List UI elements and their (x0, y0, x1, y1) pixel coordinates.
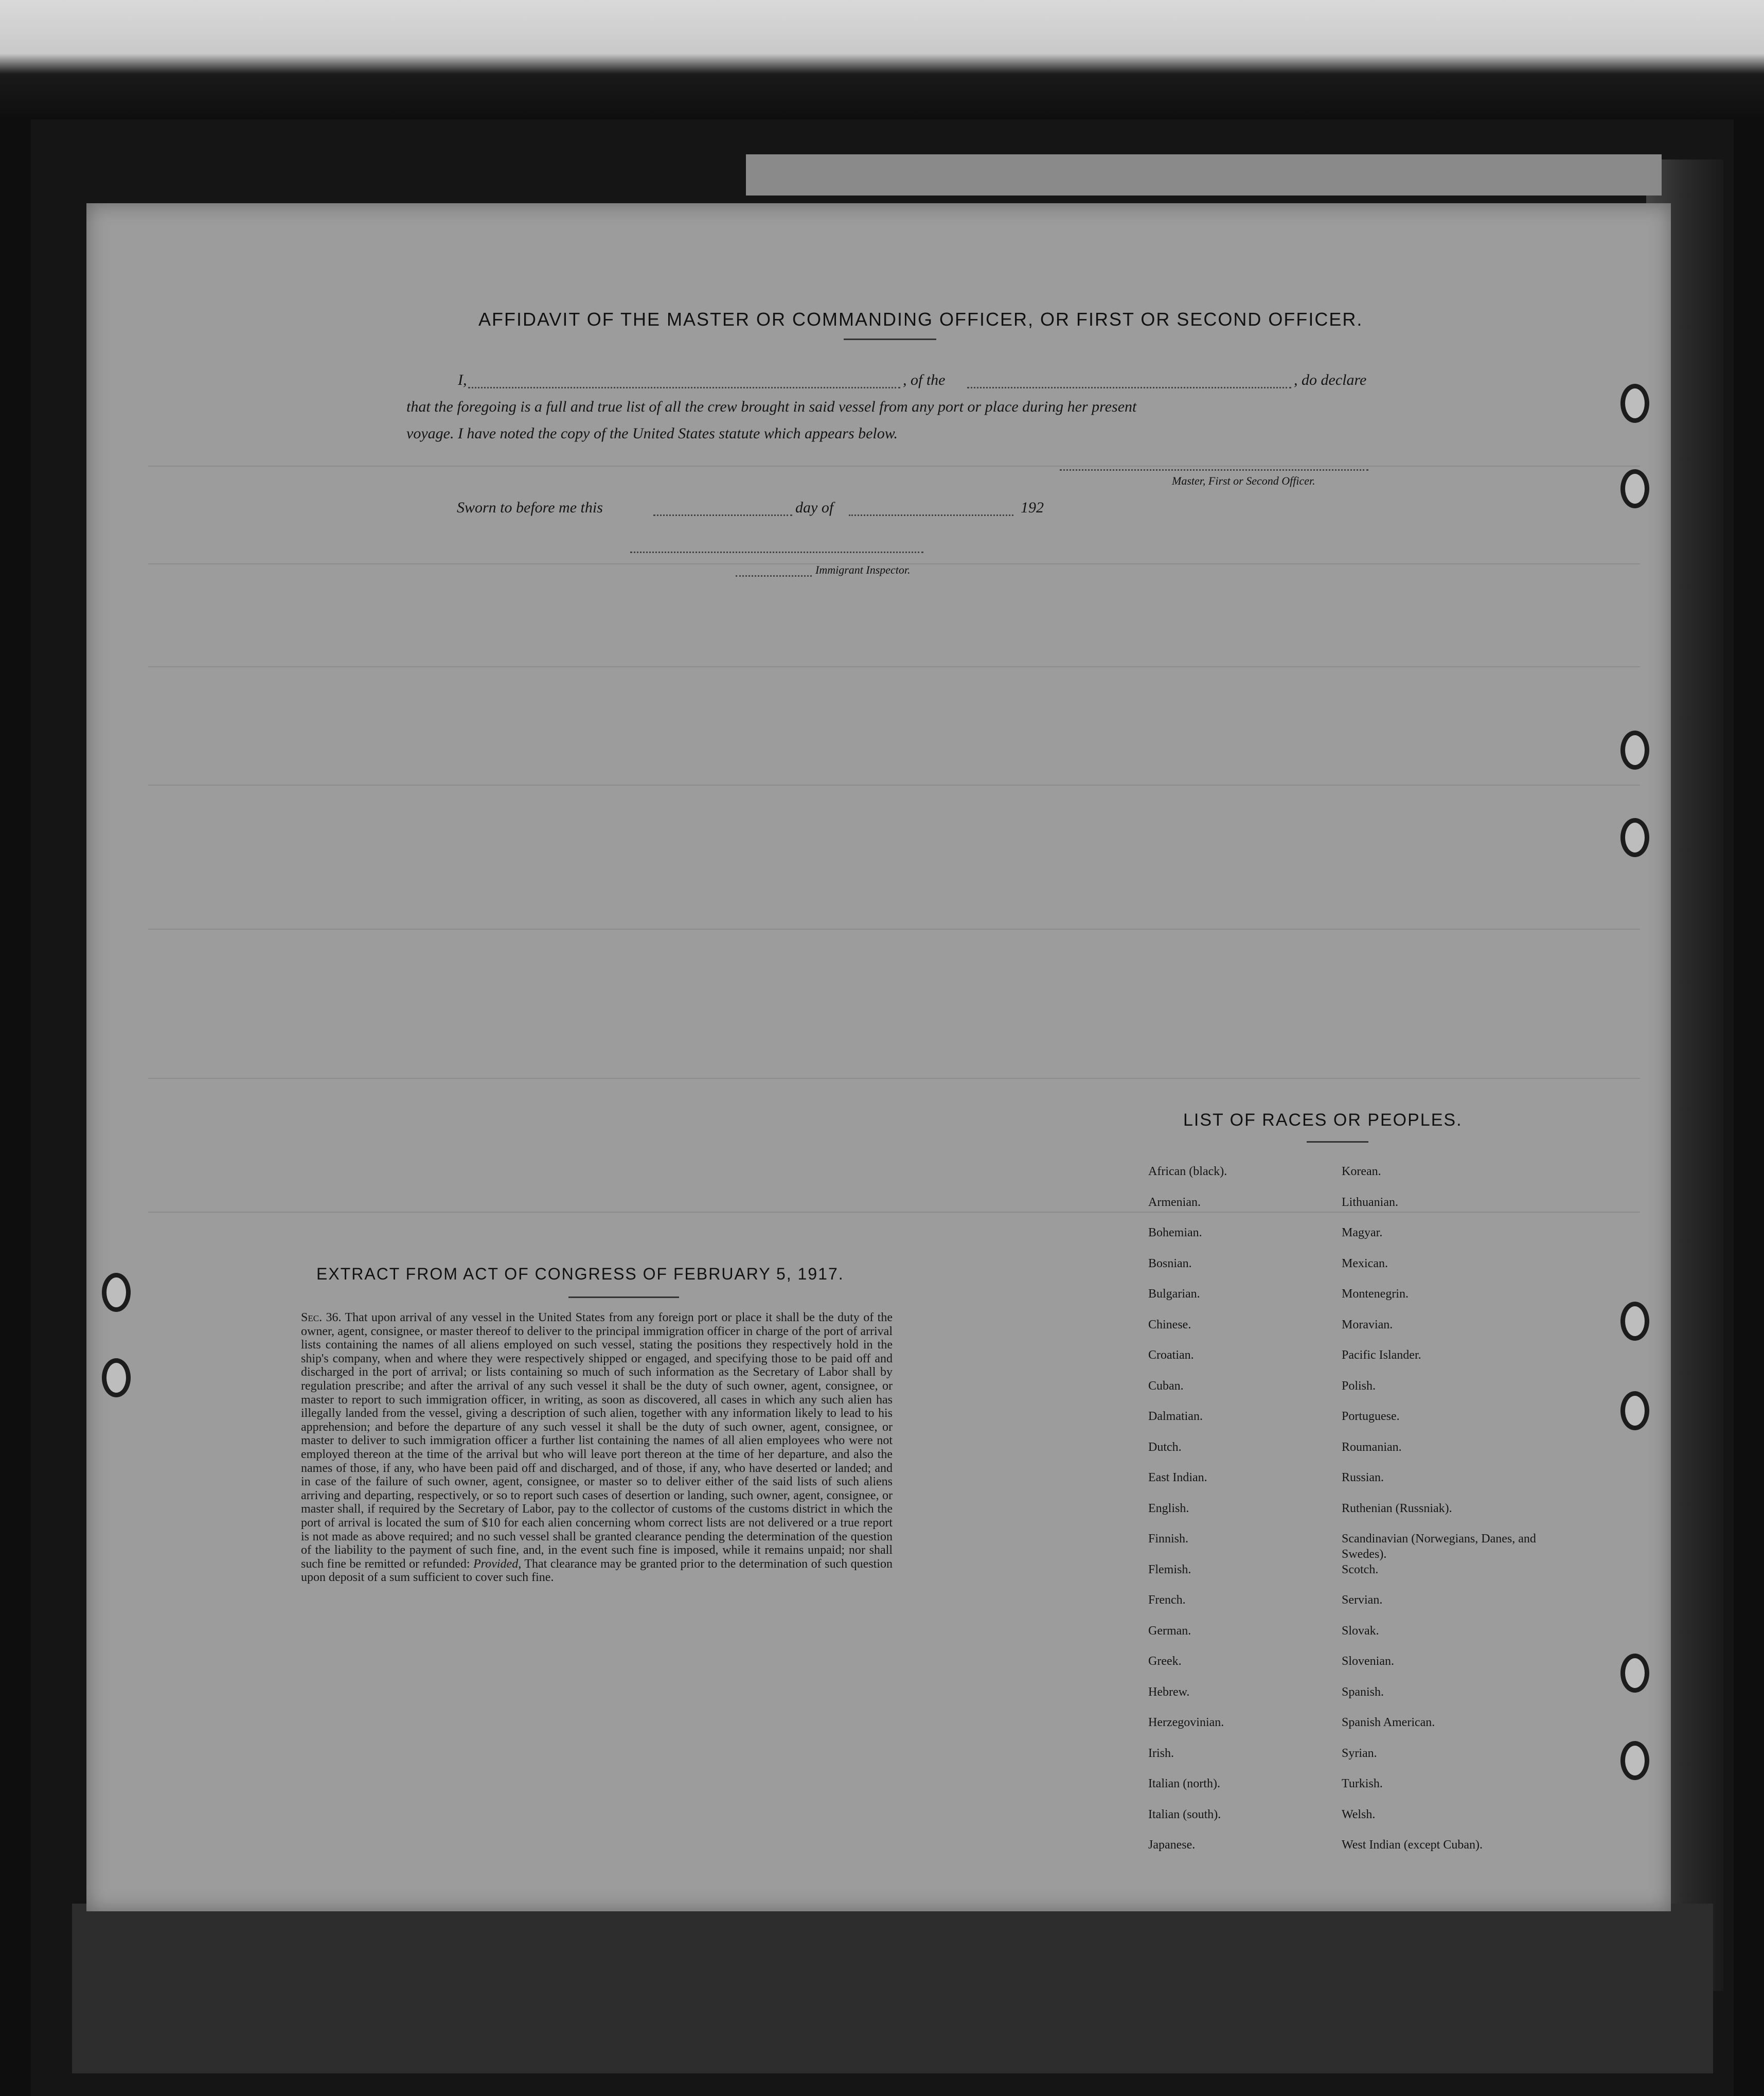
affidavit-line-3: voyage. I have noted the copy of the United States statute which appears below. (406, 425, 898, 442)
race-item: Dalmatian. (1148, 1410, 1203, 1423)
punch-hole (1620, 731, 1649, 770)
ghost-rule (148, 929, 1640, 930)
races-column-right (1342, 1164, 1537, 1868)
race-item: Bosnian. (1148, 1256, 1192, 1270)
race-item: Japanese. (1148, 1838, 1196, 1852)
section-label: Sec. 36. (301, 1311, 342, 1324)
race-item: East Indian. (1148, 1471, 1207, 1484)
race-item: Scotch. (1342, 1562, 1379, 1576)
sworn-year-label: 192 (1021, 499, 1044, 516)
punch-hole (102, 1358, 131, 1397)
races-title-rule (1307, 1141, 1368, 1143)
race-item: Bulgarian. (1148, 1287, 1200, 1301)
race-item: Flemish. (1148, 1562, 1191, 1576)
race-item: Croatian. (1148, 1348, 1194, 1362)
punch-hole (102, 1273, 131, 1312)
officer-signature-field[interactable] (1060, 469, 1368, 471)
race-item: West Indian (except Cuban). (1342, 1838, 1483, 1852)
extract-title: EXTRACT FROM ACT OF CONGRESS OF FEBRUARY 5, 1917. (316, 1265, 844, 1283)
race-item: Spanish. (1342, 1685, 1384, 1699)
affidavit-line-2: that the foregoing is a full and true list of all the crew brought in said vessel from any port or place during her present (406, 398, 1137, 415)
race-item: Mexican. (1342, 1256, 1388, 1270)
race-item: German. (1148, 1624, 1191, 1638)
race-item: Chinese. (1148, 1318, 1191, 1331)
ghost-rule (148, 785, 1640, 786)
race-item: Turkish. (1342, 1777, 1383, 1790)
inspector-signature-field[interactable] (630, 552, 923, 553)
section-text: That upon arrival of any vessel in the United States from any foreign port or place it shall be the duty of the owner, agent, consignee, or master thereof to deliver to the principal immigration officer in charge of the port of arrival lists containing the names of all aliens employed on such vessel, stating the positions they respectively hold in the ship's company, when and where they were respectively shipped or engaged, and specifying those to be paid off and discharged in the port of arrival; or lists containing so much of such information as the Secretary of Labor shall by regulation prescribe; and after the arrival of any such vessel it shall be the duty of such owner, agent, consignee, or master to report to such immigration officer, in writing, as soon as discovered, all cases in which any such alien has illegally landed from the vessel, giving a description of such alien, together with any information likely to lead to his apprehension; and before the departure of any such vessel it shall be the duty of such owner, agent, consignee, or master to deliver to such immigration officer a further list containing the names of all alien employees who were not employed thereon at the time of the arrival but who will leave port thereon at the time of her departure, and also the names of those, if any, who have been paid off and discharged, and of those, if any, who have deserted or landed; and in case of the failure of such owner, agent, consignee, or master so to deliver either of the said lists of such aliens arriving and departing, respectively, or so to report such cases of desertion or landing, such owner, agent, consignee, or master shall, if required by the Secretary of Labor, pay to the collector of customs of the customs district in which the port of arrival is located the sum of $10 for each alien concerning whom correct lists are not delivered or a true report is not made as above required; and no such vessel shall be granted clearance pending the determination of the question of the liability to the payment of such fine, and, in the event such fine is imposed, while it remains unpaid; nor shall such fine be remitted or refunded: (301, 1311, 893, 1571)
inspector-label: Immigrant Inspector. (815, 563, 911, 576)
sworn-label: Sworn to before me this (457, 499, 603, 516)
declare-label: , do declare (1294, 371, 1367, 388)
race-item: Slovak. (1342, 1624, 1379, 1638)
race-item: Montenegrin. (1342, 1287, 1409, 1301)
race-item: African (black). (1148, 1165, 1227, 1178)
ghost-rule (148, 1078, 1640, 1079)
race-item: French. (1148, 1593, 1186, 1607)
vessel-label: , of the (903, 371, 946, 388)
race-item: Bohemian. (1148, 1226, 1202, 1239)
affidavit-title: AFFIDAVIT OF THE MASTER OR COMMANDING OFFICER, OR FIRST OR SECOND OFFICER. (478, 309, 1363, 330)
race-item: English. (1148, 1501, 1189, 1515)
punch-hole (1620, 1654, 1649, 1693)
race-item: Irish. (1148, 1746, 1174, 1760)
inspector-signature-field-2[interactable] (736, 575, 812, 577)
declarant-label: I, (458, 371, 467, 388)
extract-body (301, 1311, 893, 1585)
race-item: Polish. (1342, 1379, 1376, 1393)
sworn-day-field[interactable] (653, 514, 792, 516)
sworn-day-label: day of (795, 499, 834, 516)
race-item: Roumanian. (1342, 1440, 1402, 1454)
race-item: Herzegovinian. (1148, 1716, 1224, 1729)
race-item: Servian. (1342, 1593, 1383, 1607)
race-item: Magyar. (1342, 1226, 1383, 1239)
punch-hole (1620, 384, 1649, 423)
punch-hole (1620, 1741, 1649, 1780)
ghost-rule (148, 466, 1640, 467)
races-column-left (1148, 1164, 1227, 1868)
race-item: Armenian. (1148, 1195, 1201, 1209)
officer-signature-label: Master, First or Second Officer. (1172, 474, 1315, 487)
race-item: Scandinavian (Norwegians, Danes, and Swedes). (1342, 1532, 1536, 1561)
binder-bottom (72, 1904, 1713, 2073)
race-item: Russian. (1342, 1471, 1384, 1484)
vessel-name-field[interactable] (967, 387, 1291, 388)
proviso-label: Provided, (473, 1557, 522, 1571)
title-rule (844, 339, 936, 340)
race-item: Lithuanian. (1342, 1195, 1398, 1209)
punch-hole (1620, 469, 1649, 508)
race-item: Italian (north). (1148, 1777, 1220, 1790)
race-item: Finnish. (1148, 1532, 1189, 1546)
scanner-top-strip (0, 0, 1764, 119)
race-item: Pacific Islander. (1342, 1348, 1421, 1362)
race-item: Greek. (1148, 1655, 1182, 1668)
punch-hole (1620, 818, 1649, 857)
punch-hole (1620, 1391, 1649, 1430)
punch-hole (1620, 1302, 1649, 1341)
race-item: Spanish American. (1342, 1716, 1435, 1729)
underlying-sheet-edge (746, 154, 1662, 196)
race-item: Dutch. (1148, 1440, 1182, 1454)
race-item: Welsh. (1342, 1807, 1376, 1821)
declarant-name-field[interactable] (468, 387, 900, 388)
race-item: Ruthenian (Russniak). (1342, 1501, 1452, 1515)
race-item: Moravian. (1342, 1318, 1393, 1331)
affidavit-line-1 (458, 371, 467, 389)
race-item: Italian (south). (1148, 1807, 1221, 1821)
sworn-month-field[interactable] (849, 514, 1013, 516)
extract-title-rule (568, 1296, 679, 1298)
race-item: Cuban. (1148, 1379, 1184, 1393)
race-item: Hebrew. (1148, 1685, 1190, 1699)
race-item: Syrian. (1342, 1746, 1377, 1760)
proviso-text: That clearance may be granted prior to the determination of such question upon deposit of a sum sufficient to cover such fine. (301, 1557, 893, 1585)
ghost-rule (148, 666, 1640, 667)
race-item: Korean. (1342, 1165, 1381, 1178)
races-title: LIST OF RACES OR PEOPLES. (1183, 1110, 1463, 1130)
race-item: Portuguese. (1342, 1410, 1400, 1423)
race-item: Slovenian. (1342, 1655, 1394, 1668)
